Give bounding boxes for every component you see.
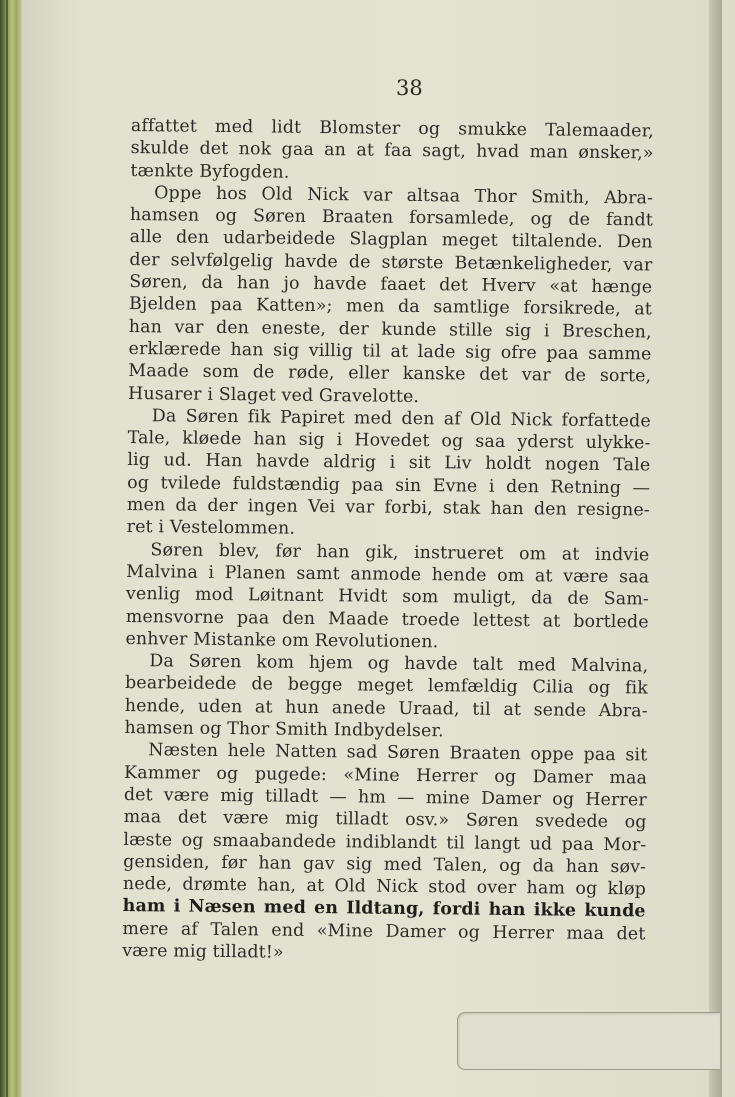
text-line: tænkte Byfogden. — [130, 160, 290, 183]
text-line: Malvina i Planen samt anmode hende om at være saa — [126, 561, 650, 588]
text-line: hamsen og Søren Braaten forsamlede, og de fandt — [129, 205, 654, 231]
book-spine — [0, 0, 22, 1097]
text-line: affattet med lidt Blomster og smukke Talemaader, — [130, 115, 654, 142]
text-line: han var den eneste, der kunde stille sig i Breschen, — [128, 316, 652, 343]
text-line: være mig tilladt!» — [122, 940, 284, 963]
text-line: og tvilede fuldstændig paa sin Evne i den Retning — — [127, 472, 651, 499]
text-line: Kammer og pugede: «Mine Herrer og Damer maa — [124, 762, 648, 789]
text-line: hende, uden at hun anede Uraad, til at sende Abra- — [124, 695, 648, 722]
text-line: Da Søren fik Papiret med den af Old Nick forfattede — [151, 406, 651, 432]
text-line: Søren, da han jo havde faaet det Hverv «at hænge — [129, 272, 653, 298]
text-line: alle den udarbeidede Slagplan meget tiltalende. Den — [129, 227, 653, 253]
text-line: erklærede han sig villig til at lade sig ofre paa samme — [128, 338, 652, 365]
text-line: Bjelden paa Katten»; men da samtlige forsikrede, at — [128, 294, 653, 320]
text-line: det være mig tilladt — hm — mine Damer og Herrer — [123, 784, 647, 811]
text-line: Søren blev, før han gik, instrueret om at indvie — [150, 539, 650, 566]
text-line: ret i Vestelommen. — [126, 517, 296, 540]
text-line: hamsen og Thor Smith Indbydelser. — [124, 717, 444, 742]
text-line: venlig mod Løitnant Hvidt som muligt, da de Sam- — [125, 584, 650, 610]
page-number: 38 — [396, 76, 423, 100]
text-line: lig ud. Han havde aldrig i sit Liv holdt nogen Tale — [127, 450, 651, 476]
text-line: Da Søren kom hjem og havde talt med Malvina, — [149, 651, 649, 677]
library-label — [457, 1012, 720, 1070]
text-line: maa det være mig tilladt osv.» Søren svedede og — [123, 807, 647, 833]
text-line: gensiden, før han gav sig med Talen, og da han søv- — [123, 851, 647, 878]
text-line: enhver Mistanke om Revolutionen. — [125, 628, 439, 653]
text-line: nede, drømte han, at Old Nick stod over ham og kløp — [122, 874, 647, 900]
text-line: skulde det nok gaa an at faa sagt, hvad man ønsker,» — [130, 138, 654, 164]
text-line: mere af Talen end «Mine Damer og Herrer maa det — [122, 918, 646, 945]
text-line: ham i Næsen med en Ildtang, fordi han ikke kunde — [122, 896, 646, 922]
text-line: Næsten hele Natten sad Søren Braaten oppe paa sit — [148, 740, 648, 766]
text-line: Maade som de røde, eller kanske det var de sorte, — [128, 361, 652, 387]
text-line: Tale, kløede han sig i Hovedet og saa yderst ulykke- — [127, 428, 651, 454]
text-line: Oppe hos Old Nick var altsaa Thor Smith, Abra- — [154, 183, 654, 209]
text-line: der selvfølgelig havde de største Betænkeligheder, var — [129, 249, 653, 276]
text-line: Husarer i Slaget ved Gravelotte. — [127, 383, 420, 407]
page-edge — [709, 0, 722, 1097]
text-line: bearbeidede de begge meget lemfældig Cilia og fik — [124, 673, 649, 699]
text-line: læste og smaabandede indiblandt til langt ud paa Mor- — [123, 829, 647, 855]
text-line: mensvorne paa den Maade troede lettest at bortlede — [125, 606, 649, 632]
spine-binding-line — [6, 0, 8, 1097]
text-line: men da der ingen Vei var forbi, stak han den resigne- — [126, 495, 650, 521]
body-text — [122, 115, 654, 968]
